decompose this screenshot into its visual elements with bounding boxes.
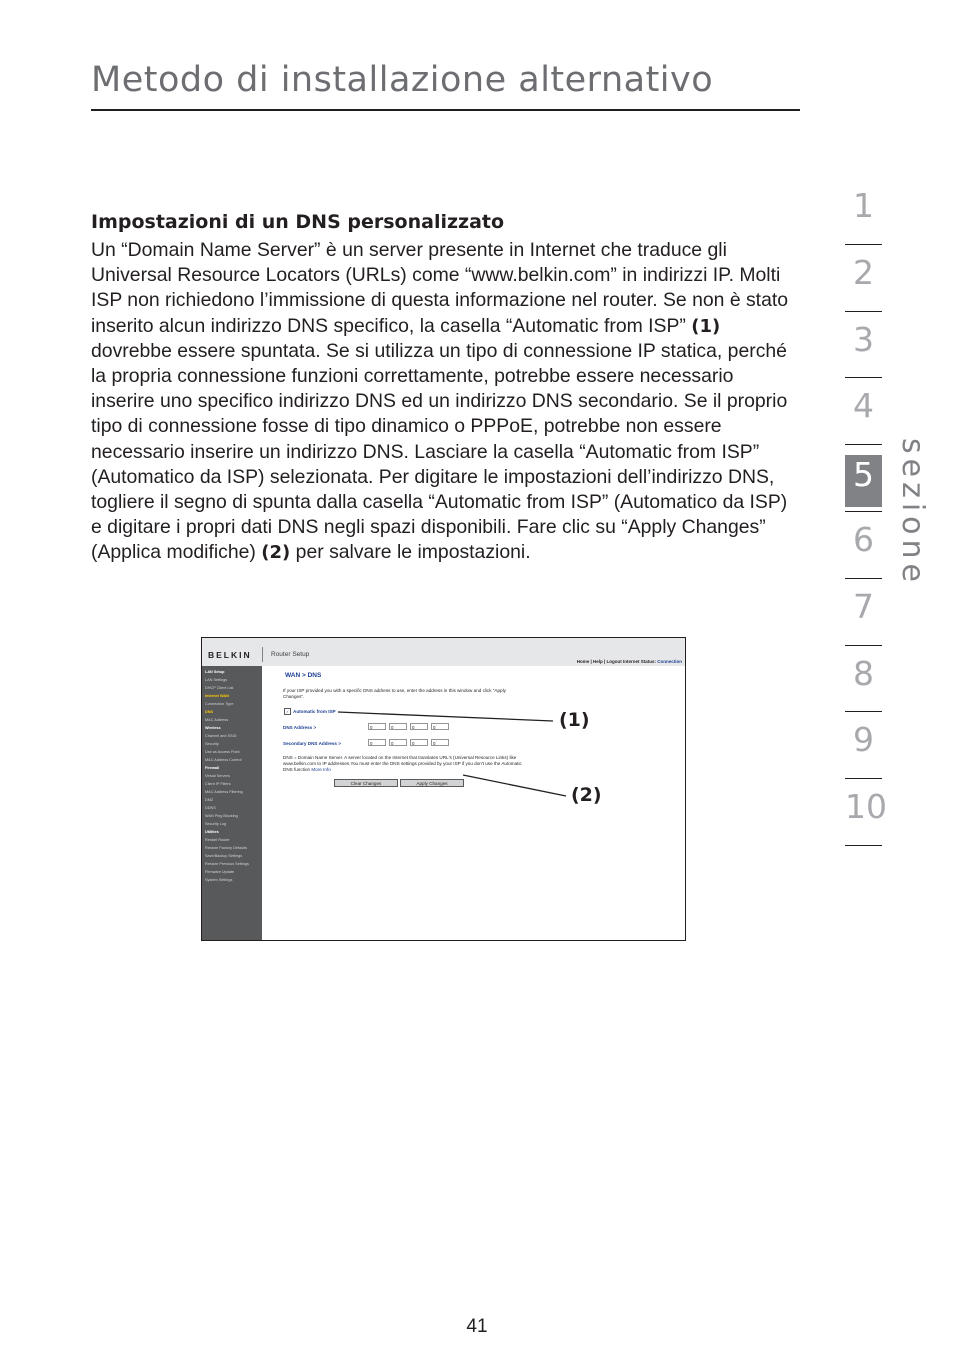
section-label-vertical: sezione <box>895 438 930 587</box>
router-sidebar <box>202 666 262 940</box>
section-heading: Impostazioni di un DNS personalizzato <box>91 211 505 233</box>
page-number: 41 <box>466 1316 488 1337</box>
sidebar-item[interactable]: DDNS <box>205 806 216 810</box>
sidebar-item[interactable]: MAC Address Control <box>205 758 242 762</box>
reference-2: (2) <box>261 542 291 564</box>
sidebar-heading: Utilities <box>205 830 219 834</box>
section-nav-item-5-active[interactable]: 5 <box>845 445 882 512</box>
logo-divider <box>262 647 263 662</box>
sidebar-item[interactable]: System Settings <box>205 878 233 882</box>
top-links[interactable]: Home | Help | Logout Internet Status: Connection <box>576 659 682 664</box>
secondary-dns-octet-2[interactable]: 0 <box>389 739 407 746</box>
body-text-part-3: per salvare le impostazioni. <box>295 541 531 564</box>
more-info-link[interactable]: More Info <box>311 767 331 772</box>
section-nav-item-2[interactable]: 2 <box>845 245 882 312</box>
dns-address-label: DNS Address > <box>283 725 317 730</box>
router-setup-screenshot <box>201 637 686 941</box>
sidebar-item[interactable]: Use as Access Point <box>205 750 240 754</box>
sidebar-item[interactable]: DMZ <box>205 798 214 802</box>
router-main-panel <box>262 666 685 940</box>
apply-changes-button[interactable]: Apply Changes <box>400 779 464 787</box>
reference-1: (1) <box>691 315 721 337</box>
sidebar-item[interactable]: MAC Address <box>205 718 229 722</box>
secondary-dns-label: Secondary DNS Address > <box>283 741 341 746</box>
callout-1: (1) <box>559 709 590 731</box>
wan-dns-title: WAN > DNS <box>285 672 322 679</box>
sidebar-item[interactable]: Save/Backup Settings <box>205 854 243 858</box>
body-text-part-1: Un “Domain Name Server” è un server presente in Internet che traduce gli Universal Resource Locators (URLs) come “www.belkin.com” in indirizzi IP. Molti ISP non richiedono l’immissione di questa informazione nel router. Se non è stato inserito alcun indirizzo DNS specifico, la casella “Automatic from ISP” <box>91 239 789 337</box>
sidebar-item[interactable]: Channel and SSID <box>205 734 237 738</box>
sidebar-item[interactable]: Firmware Update <box>205 870 235 874</box>
belkin-logo: BELKIN <box>208 650 252 660</box>
section-nav-item-8[interactable]: 8 <box>845 646 882 713</box>
title-rule <box>91 109 800 111</box>
sidebar-heading: Wireless <box>205 726 221 730</box>
dns-octet-2[interactable]: 0 <box>389 723 407 730</box>
sidebar-item[interactable]: Connection Type <box>205 702 234 706</box>
section-nav-item-4[interactable]: 4 <box>845 378 882 445</box>
body-text-part-2: dovrebbe essere spuntata. Se si utilizza un tipo di connessione IP statica, perché la propria connessione funzioni correttamente, potrebbe essere necessario inserire uno specifico indirizzo DNS ed un indirizzo DNS secondario. Se il proprio tipo di connessione fosse di tipo dinamico o PPPoE, potrebbe non essere necessario inserire un indirizzo DNS. Lasciare la casella “Automatic from ISP” (Automatico da ISP) selezionata. Per digitare le impostazioni dell’indirizzo DNS, togliere il segno di spunta dalla casella “Automatic from ISP” (Automatico da ISP) e digitare i propri dati DNS negli spazi disponibili. Fare clic su “Apply Changes” (Applica modifiche) <box>91 339 788 564</box>
router-setup-title: Router Setup <box>271 651 310 658</box>
clear-changes-button[interactable]: Clear Changes <box>334 779 398 787</box>
sidebar-item[interactable]: Virtual Servers <box>205 774 230 778</box>
dns-note-text: DNS = Domain Name Server. A server located on the Internet that translates URL's (Universal Resource Links) like www.belkin.com to IP addresses.You must enter the DNS settings provided by your ISP if you don't use the Automatic DNS function More Info <box>283 755 522 772</box>
sidebar-item[interactable]: Security <box>205 742 219 746</box>
dns-octet-1[interactable]: 0 <box>368 723 386 730</box>
section-nav-item-6[interactable]: 6 <box>845 512 882 579</box>
sidebar-item[interactable]: WAN Ping Blocking <box>205 814 238 818</box>
sidebar-item[interactable]: DNS <box>205 710 214 714</box>
section-nav-item-9[interactable]: 9 <box>845 712 882 779</box>
secondary-dns-octet-3[interactable]: 0 <box>410 739 428 746</box>
section-nav-item-3[interactable]: 3 <box>845 312 882 379</box>
sidebar-item[interactable]: Security Log <box>205 822 227 826</box>
secondary-dns-octet-4[interactable]: 0 <box>431 739 449 746</box>
dns-intro-text: If your ISP provided you with a specific DNS address to use, enter the address in this window and click "Apply Changes". <box>283 688 506 699</box>
sidebar-item[interactable]: Internet WAN <box>205 694 229 698</box>
sidebar-heading: LAN Setup <box>205 670 225 674</box>
section-nav <box>845 178 887 846</box>
section-nav-item-7[interactable]: 7 <box>845 579 882 646</box>
sidebar-item[interactable]: Restore Previous Settings <box>205 862 249 866</box>
router-header <box>202 638 685 666</box>
sidebar-heading: Firewall <box>205 766 220 770</box>
sidebar-item[interactable]: Restart Router <box>205 838 230 842</box>
internet-status-value: Connection <box>657 659 682 664</box>
sidebar-item[interactable]: MAC Address Filtering <box>205 790 243 794</box>
automatic-from-isp-label: Automatic from ISP <box>293 709 336 714</box>
body-paragraph <box>91 238 791 566</box>
automatic-from-isp-checkbox[interactable]: ✓ <box>285 709 290 714</box>
section-nav-item-10[interactable]: 10 <box>845 779 882 846</box>
dns-octet-3[interactable]: 0 <box>410 723 428 730</box>
sidebar-item[interactable]: DHCP Client List <box>205 686 234 690</box>
callout-2: (2) <box>571 784 602 806</box>
sidebar-item[interactable]: LAN Settings <box>205 678 228 682</box>
dns-octet-4[interactable]: 0 <box>431 723 449 730</box>
sidebar-item[interactable]: Restore Factory Defaults <box>205 846 247 850</box>
section-nav-item-1[interactable]: 1 <box>845 178 882 245</box>
secondary-dns-octet-1[interactable]: 0 <box>368 739 386 746</box>
sidebar-item[interactable]: Client IP Filters <box>205 782 231 786</box>
page-title: Metodo di installazione alternativo <box>91 60 714 100</box>
